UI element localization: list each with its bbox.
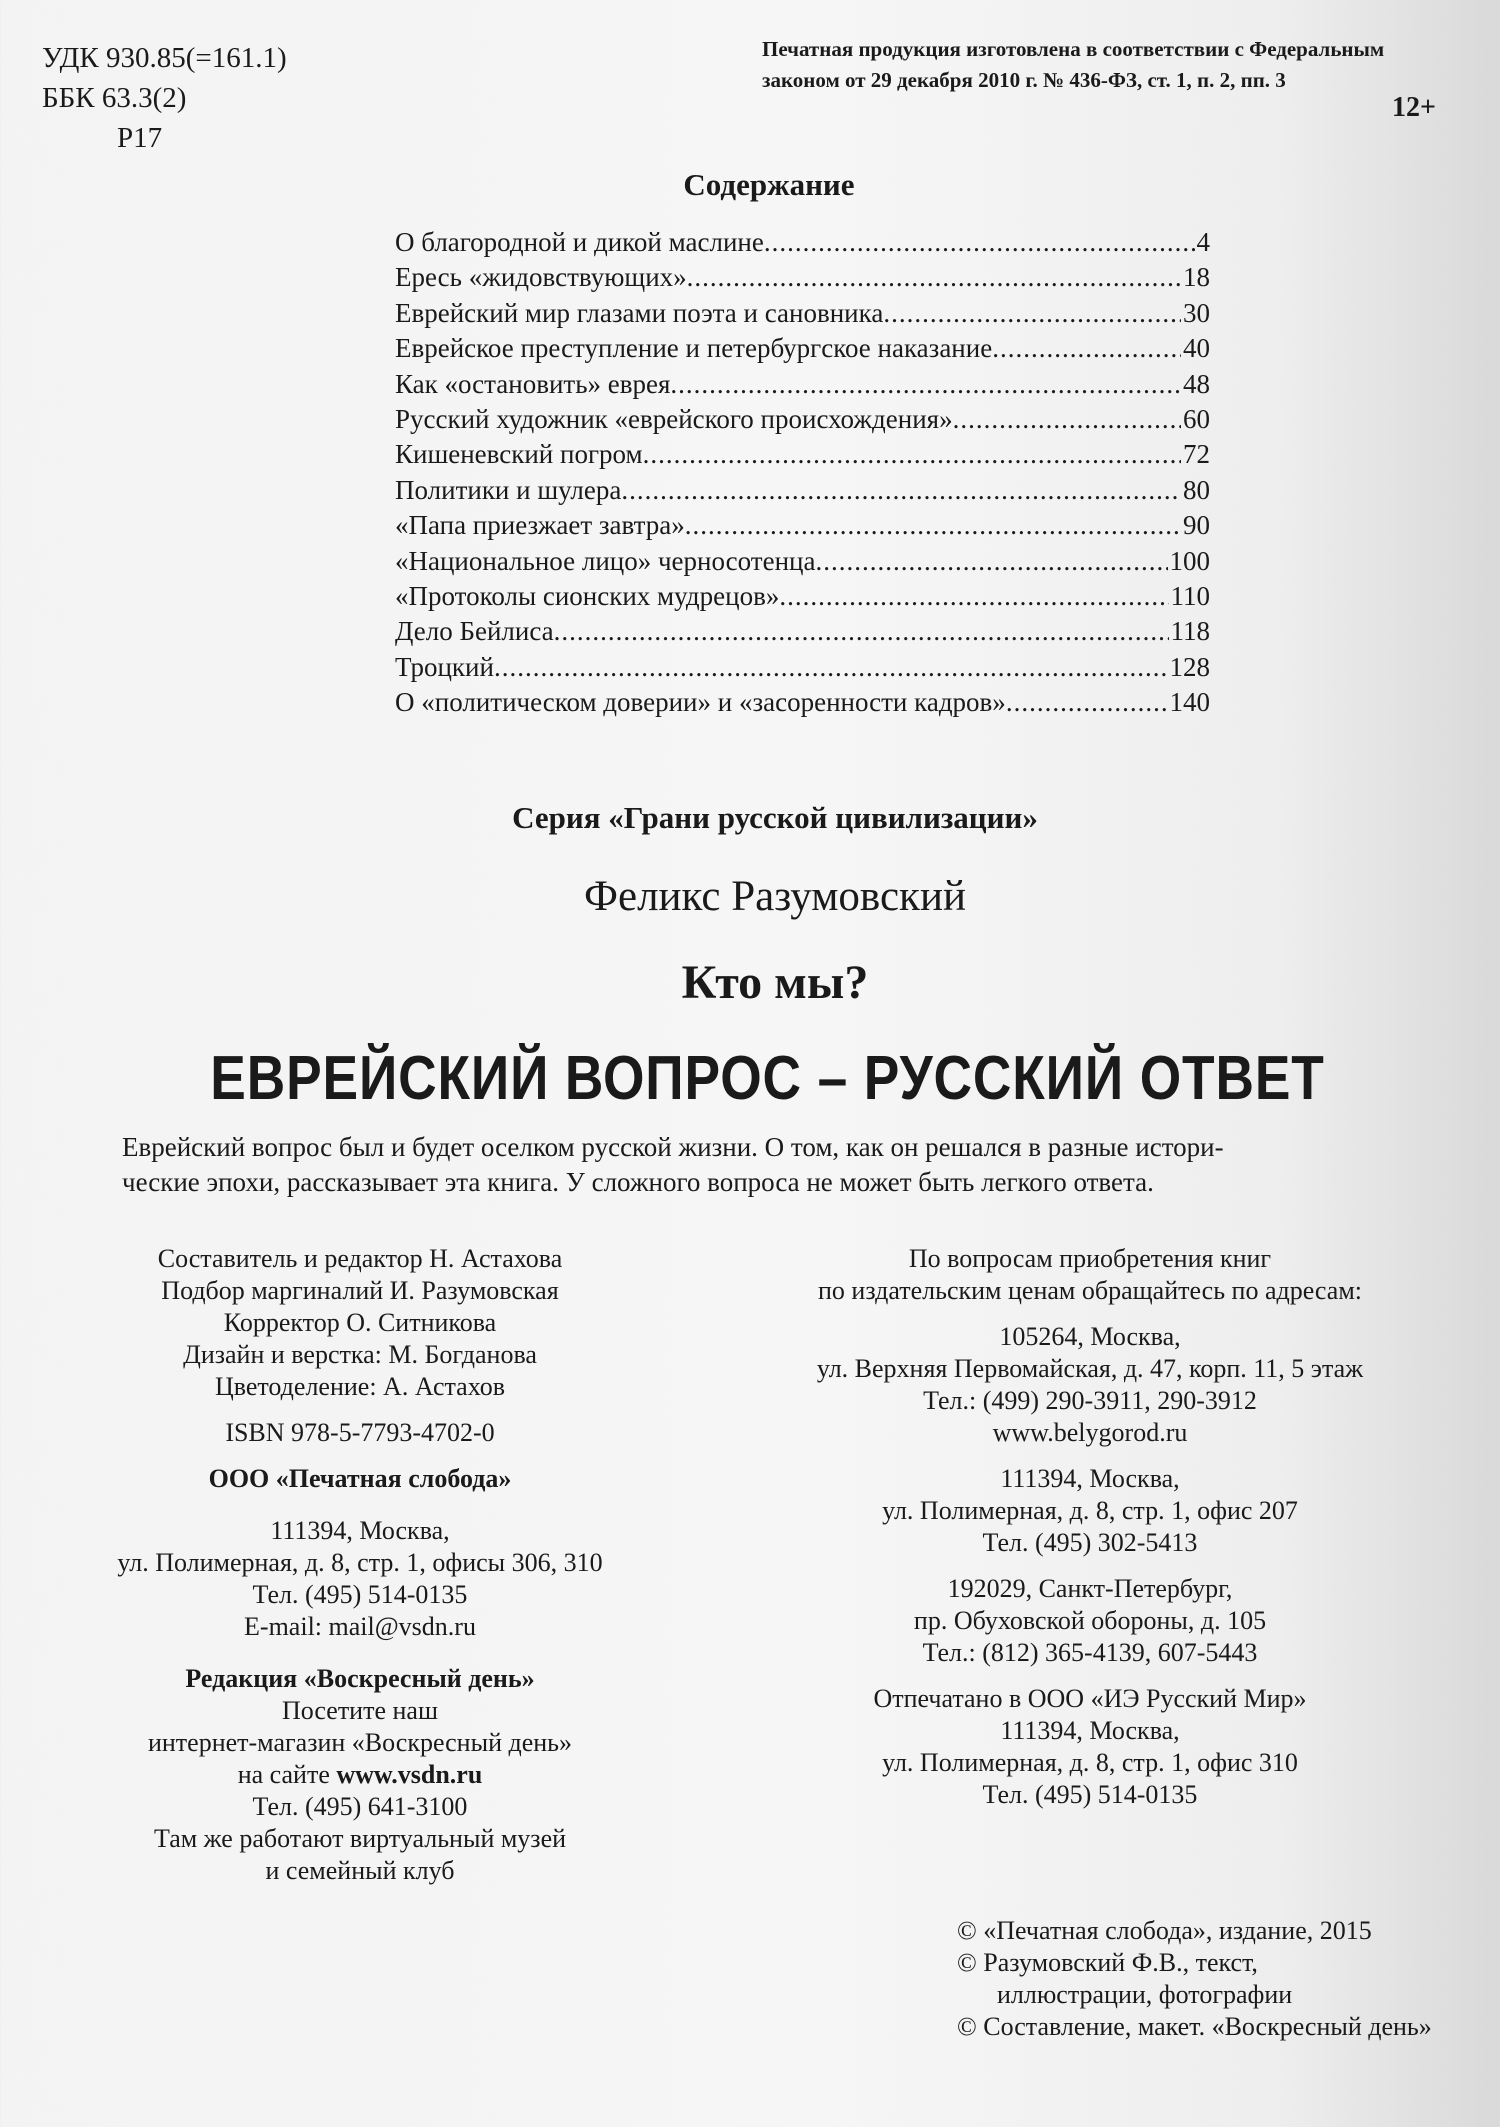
printer-name: Отпечатано в ООО «ИЭ Русский Мир» [873, 1684, 1307, 1713]
toc-item-page: 118 [1170, 616, 1210, 647]
author-name: Феликс Разумовский [584, 873, 966, 920]
series-title: Серия «Грани русской цивилизации» [512, 800, 1038, 835]
age-rating: 12+ [1392, 92, 1436, 123]
toc-dot-leader [815, 546, 1167, 577]
editorial-line: Там же работают виртуальный музей [153, 1824, 567, 1853]
address-city: 111394, Москва, [1000, 1464, 1180, 1493]
toc-item-page: 60 [1183, 403, 1210, 434]
editorial-phone: Тел. (495) 641-3100 [252, 1792, 468, 1821]
toc-dot-leader [685, 510, 1181, 541]
copyright-line: иллюстрации, фотографии [997, 1980, 1293, 2009]
toc-item-title: «Национальное лицо» черносотенца [395, 545, 816, 576]
toc-item-title: Политики и шулера [395, 474, 622, 505]
toc-item-page: 40 [1183, 333, 1210, 364]
address-web: www.belygorod.ru [992, 1418, 1188, 1447]
toc-item-title: Дело Бейлиса [395, 616, 554, 647]
marginalia-credit: Подбор маргиналий И. Разумовская [161, 1276, 559, 1305]
address-city: 105264, Москва, [999, 1322, 1181, 1351]
toc-item [395, 439, 1210, 474]
toc-item-page: 110 [1170, 580, 1210, 611]
editorial-line: и семейный клуб [265, 1856, 455, 1885]
legal-notice [762, 34, 1462, 96]
toc-item-page: 18 [1183, 262, 1210, 293]
address-street: ул. Верхняя Первомайская, д. 47, корп. 11, 5 этаж [816, 1354, 1364, 1383]
toc-dot-leader [1006, 687, 1168, 718]
toc-item-title: Кишеневский погром [395, 439, 643, 470]
printer-street: ул. Полимерная, д. 8, стр. 1, офис 310 [882, 1748, 1298, 1777]
toc-item [395, 616, 1210, 651]
isbn: ISBN 978-5-7793-4702-0 [225, 1418, 495, 1447]
author-mark: Р17 [117, 122, 163, 154]
toc-list [395, 227, 1210, 722]
address-phone: Тел.: (812) 365-4139, 607-5443 [922, 1638, 1258, 1667]
toc-item-title: «Папа приезжает завтра» [395, 510, 685, 541]
purchase-intro: по издательским ценам обращайтесь по адресам: [818, 1276, 1362, 1305]
copyright-block [957, 1915, 1432, 2043]
toc-item-title: Русский художник «еврейского происхождения» [395, 403, 953, 434]
toc-item [395, 333, 1210, 368]
editorial-line: Посетите наш [282, 1696, 438, 1725]
proofreader-credit: Корректор О. Ситникова [223, 1308, 497, 1337]
toc-item-page: 90 [1183, 510, 1210, 541]
address-phone: Тел. (495) 302-5413 [982, 1528, 1198, 1557]
description-line: ческие эпохи, рассказывает эта книга. У сложного вопроса не может быть легкого ответа. [122, 1167, 1154, 1197]
toc-item [395, 546, 1210, 581]
toc-item [395, 581, 1210, 616]
toc-item-page: 72 [1183, 439, 1210, 470]
design-credit: Дизайн и верстка: М. Богданова [183, 1340, 537, 1369]
printer-city: 111394, Москва, [1000, 1716, 1180, 1745]
copyright-line: © Составление, макет. «Воскресный день» [957, 2012, 1432, 2041]
toc-item [395, 510, 1210, 545]
toc-item [395, 687, 1210, 722]
toc-dot-leader [992, 333, 1181, 364]
toc-dot-leader [779, 581, 1168, 612]
toc-dot-leader [764, 227, 1195, 258]
toc-item [395, 404, 1210, 439]
toc-item [395, 262, 1210, 297]
book-description [122, 1130, 1412, 1200]
toc-dot-leader [643, 439, 1181, 470]
toc-item [395, 369, 1210, 404]
color-credit: Цветоделение: А. Астахов [214, 1372, 506, 1401]
editorial-site-link: www.vsdn.ru [336, 1760, 483, 1789]
bbk-code: ББК 63.3(2) [42, 82, 187, 114]
publisher-street: ул. Полимерная, д. 8, стр. 1, офисы 306, 310 [117, 1548, 603, 1577]
publisher-city: 111394, Москва, [270, 1516, 450, 1545]
toc-dot-leader [953, 404, 1181, 435]
classification-block [42, 38, 287, 158]
address-phone: Тел.: (499) 290-3911, 290-3912 [923, 1386, 1257, 1415]
toc-item-page: 128 [1169, 651, 1210, 682]
toc-item-page: 100 [1169, 545, 1210, 576]
toc-item [395, 298, 1210, 333]
toc-item-title: О благородной и дикой маслине [395, 227, 764, 257]
legal-notice-line: законом от 29 декабря 2010 г. № 436-ФЗ, ст. 1, п. 2, пп. 3 [762, 68, 1286, 92]
toc-dot-leader [687, 262, 1181, 293]
toc-item-title: Троцкий [395, 651, 494, 682]
toc-dot-leader [670, 369, 1181, 400]
toc-item-title: О «политическом доверии» и «засоренности кадров» [395, 687, 1006, 718]
toc-dot-leader [883, 298, 1181, 329]
toc-item-title: «Протоколы сионских мудрецов» [395, 580, 780, 611]
toc-item-page: 140 [1169, 687, 1210, 718]
toc-item-page: 4 [1196, 227, 1210, 257]
credits-column [40, 1243, 680, 1887]
toc-item-page: 80 [1183, 474, 1210, 505]
toc-item-title: Еврейское преступление и петербургское наказание [395, 333, 993, 364]
purchase-column [735, 1243, 1445, 1811]
toc-item-title: Как «остановить» еврея [395, 368, 671, 399]
udk-code: УДК 930.85(=161.1) [42, 42, 287, 74]
address-city: 192029, Санкт-Петербург, [947, 1574, 1233, 1603]
toc-item-page: 48 [1183, 368, 1210, 399]
publisher-email: E-mail: mail@vsdn.ru [244, 1612, 476, 1641]
toc-item [395, 475, 1210, 510]
address-street: ул. Полимерная, д. 8, стр. 1, офис 207 [882, 1496, 1298, 1525]
printer-phone: Тел. (495) 514-0135 [982, 1780, 1198, 1809]
editorial-name: Редакция «Воскресный день» [185, 1664, 535, 1693]
editorial-site-line [40, 1759, 680, 1791]
book-subtitle: Кто мы? [681, 956, 869, 1009]
copyright-line: © Разумовский Ф.В., текст, [957, 1948, 1258, 1977]
toc-dot-leader [554, 616, 1169, 647]
legal-notice-line: Печатная продукция изготовлена в соответствии с Федеральным [762, 37, 1385, 61]
toc-item-page: 30 [1183, 297, 1210, 328]
toc-dot-leader [621, 475, 1181, 506]
description-line: Еврейский вопрос был и будет оселком русской жизни. О том, как он решался в разные истори- [122, 1132, 1224, 1162]
toc-title: Содержание [683, 167, 855, 202]
editorial-line: интернет-магазин «Воскресный день» [147, 1728, 573, 1757]
toc-item-title: Ересь «жидовствующих» [395, 262, 687, 293]
toc-item [395, 652, 1210, 687]
toc-item [395, 227, 1210, 262]
copyright-line: © «Печатная слобода», издание, 2015 [957, 1916, 1372, 1945]
editorial-site-prefix: на сайте [237, 1760, 337, 1789]
address-street: пр. Обуховской обороны, д. 105 [913, 1606, 1267, 1635]
publisher-name: ООО «Печатная слобода» [208, 1464, 512, 1493]
toc-item-title: Еврейский мир глазами поэта и сановника [395, 297, 884, 328]
publisher-phone: Тел. (495) 514-0135 [252, 1580, 468, 1609]
toc-dot-leader [494, 652, 1168, 683]
book-title: ЕВРЕЙСКИЙ ВОПРОС – РУССКИЙ ОТВЕТ [210, 1044, 1325, 1113]
compiler-credit: Составитель и редактор Н. Астахова [157, 1244, 563, 1273]
purchase-intro: По вопросам приобретения книг [908, 1244, 1272, 1273]
